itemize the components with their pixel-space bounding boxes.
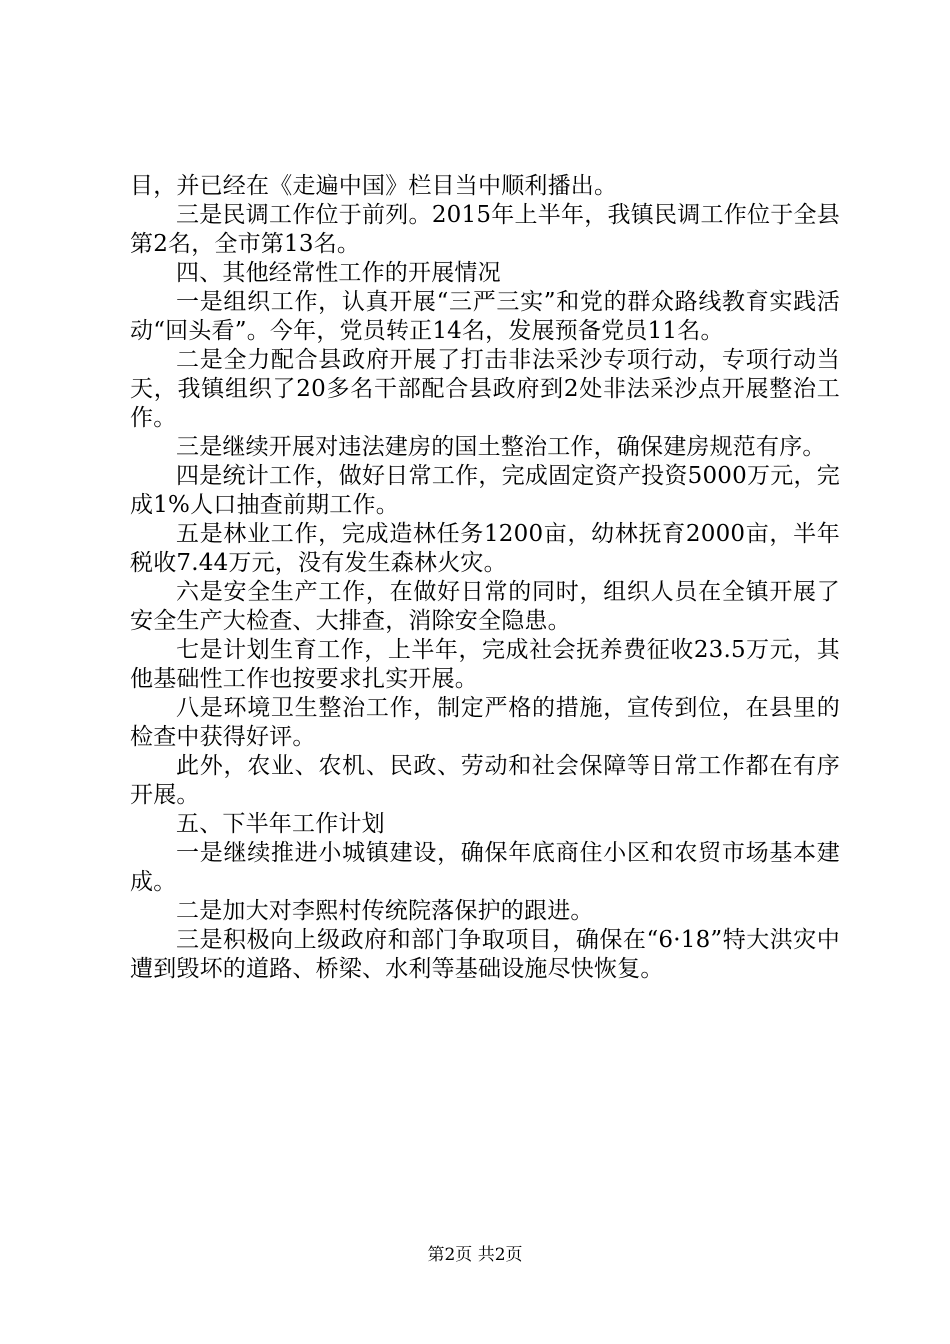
paragraph-sand-mining-action: 二是全力配合县政府开展了打击非法采沙专项行动，专项行动当天，我镇组织了20多名干部配合县政府到2处非法采沙点开展整治工作。 — [130, 347, 840, 431]
paragraph-continuation: 目，并已经在《走遍中国》栏目当中顺利播出。 — [130, 173, 618, 199]
paragraph-environment: 八是环境卫生整治工作，制定严格的措施，宣传到位，在县里的检查中获得好评。 — [130, 695, 840, 750]
paragraph-other-routine: 此外，农业、农机、民政、劳动和社会保障等日常工作都在有序开展。 — [130, 753, 840, 808]
paragraph-town-construction: 一是继续推进小城镇建设，确保年底商住小区和农贸市场基本建成。 — [130, 840, 840, 895]
paragraph-illegal-building: 三是继续开展对违法建房的国土整治工作，确保建房规范有序。 — [176, 434, 826, 460]
section-heading-second-half-plan: 五、下半年工作计划 — [176, 811, 385, 837]
document-body — [130, 172, 840, 984]
paragraph-courtyard-protection: 二是加大对李熙村传统院落保护的跟进。 — [176, 898, 594, 924]
paragraph-statistics-work: 四是统计工作，做好日常工作，完成固定资产投资5000万元，完成1%人口抽查前期工作。 — [130, 463, 840, 518]
section-heading-other-work: 四、其他经常性工作的开展情况 — [176, 260, 501, 286]
paragraph-family-planning: 七是计划生育工作，上半年，完成社会抚养费征收23.5万元，其他基础性工作也按要求扎实开展。 — [130, 637, 840, 692]
paragraph-poll-ranking: 三是民调工作位于前列。2015年上半年，我镇民调工作位于全县第2名，全市第13名。 — [130, 202, 840, 257]
paragraph-safety-production: 六是安全生产工作，在做好日常的同时，组织人员在全镇开展了安全生产大检查、大排查，消除安全隐患。 — [130, 579, 840, 634]
paragraph-organization-work: 一是组织工作，认真开展“三严三实”和党的群众路线教育实践活动“回头看”。今年，党员转正14名，发展预备党员11名。 — [130, 289, 840, 344]
paragraph-flood-recovery: 三是积极向上级政府和部门争取项目，确保在“6·18”特大洪灾中遭到毁坏的道路、桥梁、水利等基础设施尽快恢复。 — [130, 927, 840, 982]
paragraph-forestry-work: 五是林业工作，完成造林任务1200亩，幼林抚育2000亩，半年税收7.44万元，没有发生森林火灾。 — [130, 521, 840, 576]
page-footer: 第2页 共2页 — [427, 1245, 523, 1265]
